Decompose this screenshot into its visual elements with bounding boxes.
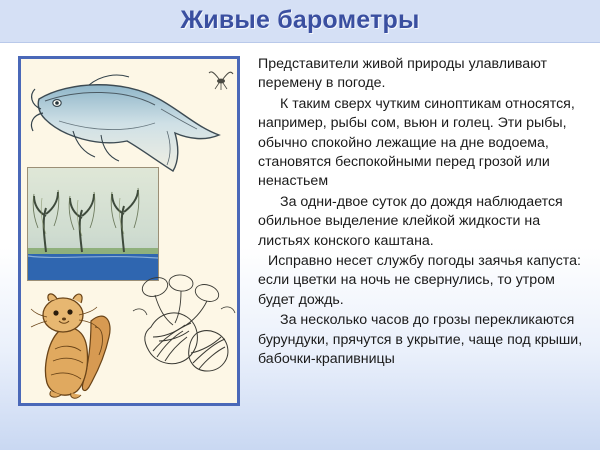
paragraph-5: За несколько часов до грозы перекликаются бурундуки, прячутся в укрытие, чаще под крыши, бабочки-крапивницы [258,312,583,368]
picture-background [21,59,237,403]
body-text [258,55,588,371]
fish-drawing [29,65,229,183]
paragraph-1: Представители живой природы улавливают перемену в погоде. [258,56,548,92]
chipmunk-drawing [29,287,121,403]
willow-painting [27,167,159,281]
paragraph-4: Исправно несет службу погоды заячья капуста: если цветки на ночь не свернулись, то утром будет дождь. [258,253,581,308]
chestnut-leaf-sketch [129,271,239,381]
fly-drawing [207,67,235,93]
paragraph-2: К таким сверх чутким синоптикам относятся, например, рыбы сом, вьюн и голец. Эти рыбы, обычно спокойно лежащие на дне водоема, становятся беспокойными перед грозой или ненастьем [258,95,575,190]
paragraph-3: За одни-двое суток до дождя наблюдается обильное выделение клейкой жидкости на листьях конского каштана. [258,193,563,249]
page-title: Живые барометры [180,6,420,34]
picture-frame [18,56,240,406]
